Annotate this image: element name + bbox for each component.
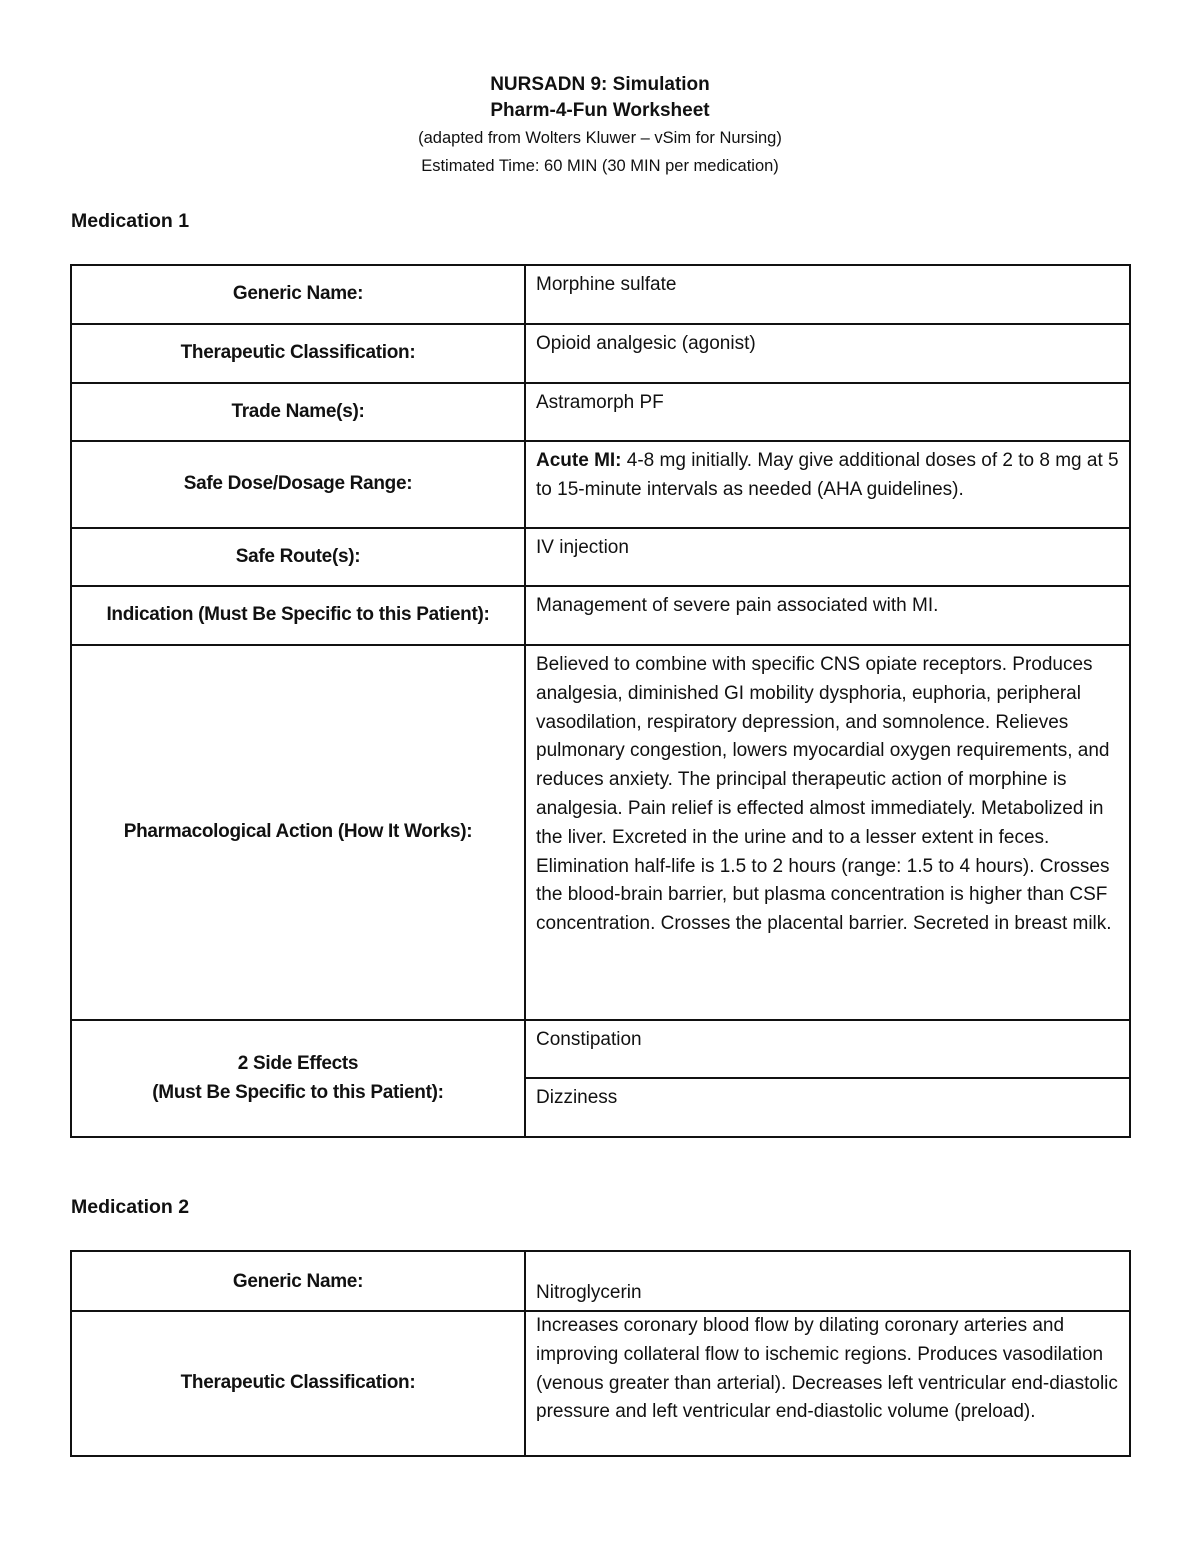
pharmacological-action-value: Believed to combine with specific CNS opiate receptors. Produces analgesia, diminished GI mobility dysphoria, euphoria, peripheral vasodilation, respiratory depression, and somnolence. Relieves pulmonary congestion, lowers myocardial oxygen requirements, and reduces anxiety. The principal therapeutic action of morphine is analgesia. Pain relief is effected almost immediately. Metabolized in the liver. Excreted in the urine and to a lesser extent in feces. Elimination half-life is 1.5 to 2 hours (range: 1.5 to 4 hours). Crosses the blood-brain barrier, but plasma concentration is higher than CSF concentration. Crosses the placental barrier. Secreted in breast milk. xyxy=(525,645,1130,1020)
estimated-time: Estimated Time: 60 MIN (30 MIN per medication) xyxy=(421,157,779,175)
therapeutic-classification-value: Increases coronary blood flow by dilating coronary arteries and improving collateral flow to ischemic regions. Produces vasodilation (venous greater than arterial). Decreases left ventricular end-diastolic pressure and left ventricular end-diastolic volume (preload). xyxy=(525,1311,1130,1456)
source-note: (adapted from Wolters Kluwer – vSim for Nursing) xyxy=(418,129,782,147)
table-row xyxy=(71,265,1130,324)
safe-dose-value xyxy=(525,441,1130,528)
medication-2-table xyxy=(70,1250,1131,1457)
table-row xyxy=(71,1311,1130,1456)
generic-name-label: Generic Name: xyxy=(71,265,525,324)
dose-text: 4-8 mg initially. May give additional doses of 2 to 8 mg at 5 to 15-minute intervals as needed (AHA guidelines). xyxy=(536,450,1119,500)
therapeutic-classification-value: Opioid analgesic (agonist) xyxy=(525,324,1130,383)
table-row xyxy=(71,528,1130,586)
table-row xyxy=(71,1251,1130,1311)
safe-route-value: IV injection xyxy=(525,528,1130,586)
table-row xyxy=(71,586,1130,645)
side-effects-label-line-1: 2 Side Effects xyxy=(237,1052,359,1074)
medication-2-heading: Medication 2 xyxy=(71,1196,190,1218)
pharmacological-action-label: Pharmacological Action (How It Works): xyxy=(71,645,525,1020)
table-row xyxy=(71,1020,1130,1078)
generic-name-value: Morphine sulfate xyxy=(525,265,1130,324)
side-effects-label xyxy=(71,1020,525,1137)
trade-name-label: Trade Name(s): xyxy=(71,383,525,441)
side-effects-label-line-2: (Must Be Specific to this Patient): xyxy=(152,1081,444,1103)
generic-name-label: Generic Name: xyxy=(71,1251,525,1311)
table-row xyxy=(71,324,1130,383)
indication-label: Indication (Must Be Specific to this Patient): xyxy=(71,586,525,645)
course-title: NURSADN 9: Simulation xyxy=(490,74,710,95)
table-row xyxy=(71,645,1130,1020)
therapeutic-classification-label: Therapeutic Classification: xyxy=(71,1311,525,1456)
trade-name-value: Astramorph PF xyxy=(525,383,1130,441)
worksheet-header xyxy=(0,72,1200,180)
worksheet-title: Pharm-4-Fun Worksheet xyxy=(490,100,710,121)
medication-1-table xyxy=(70,264,1131,1138)
side-effect-2-value: Dizziness xyxy=(525,1078,1130,1137)
dose-context-label: Acute MI: xyxy=(536,450,622,471)
table-row xyxy=(71,441,1130,528)
therapeutic-classification-label: Therapeutic Classification: xyxy=(71,324,525,383)
indication-value: Management of severe pain associated with MI. xyxy=(525,586,1130,645)
table-row xyxy=(71,383,1130,441)
safe-route-label: Safe Route(s): xyxy=(71,528,525,586)
medication-1-heading: Medication 1 xyxy=(71,210,190,232)
side-effect-1-value: Constipation xyxy=(525,1020,1130,1078)
safe-dose-label: Safe Dose/Dosage Range: xyxy=(71,441,525,528)
generic-name-value: Nitroglycerin xyxy=(525,1251,1130,1311)
